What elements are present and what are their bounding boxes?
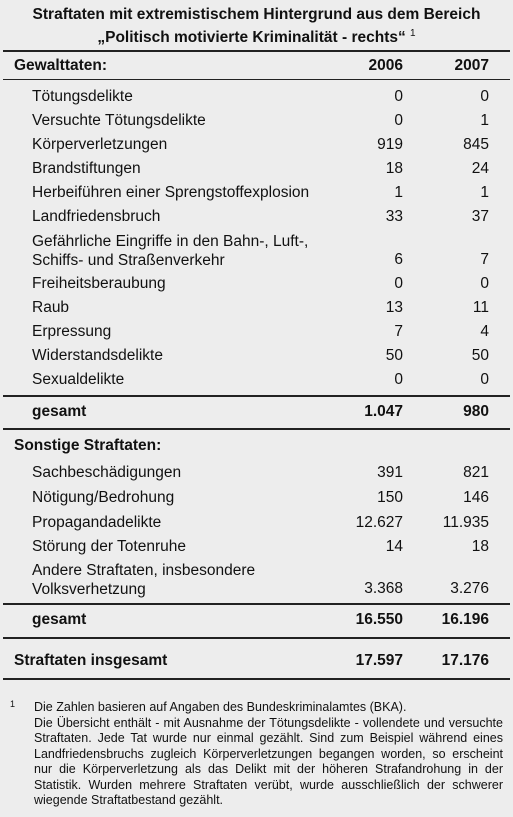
footnote-text: Die Übersicht enthält - mit Ausnahme der Tötungsdelikte - vollendete und versuchte Straftaten. Jede Tat wurde nur einmal gezählt. Sind zum Beispiel während eines Landfriedensbruchs zugleich Körperverletzungen begangen worden, so erscheint nur die Körperverletzung als das Delikt mit der höheren Strafandrohung in der Statistik. Wurden mehrere Straftaten verübt, wurde ausschließlich der schwerer wiegende Straftatbestand gezählt.: [34, 715, 503, 807]
rule-before-other-total: [3, 603, 510, 605]
statistics-table-page: Straftaten mit extremistischem Hintergrund aus dem Bereich „Politisch motivierte Kriminalität - rechts“ $^1$ Gewalttaten: 2006 2007 Tötungsdelikte 0 0 Versuchte Tötungsdelikte 0 1 Körperverletzungen 919 845 Brandstiftungen 18 24 Herbeiführen einer Sprengstoffexplosion 1 1 Landfriedensbruch 33 37 Gefährliche Eingriffe in den Bahn-, Luft-, Schiffs- und Straßenverkehr 6 7 Freiheitsberaubung 0 0 Raub 13 11 Erpressung 7 4 Widerstandsdelikte 50 50 Sexualdelikte 0 0 gesamt 1.047 980 Sonstige Straftaten: Sachbeschädigungen 391 821 Nötigung/Bedrohung 150 146 Propagandadelikte 12.627 11.935 Störung der Totenruhe 14 18 Andere Straftaten, insbesondere Volksverhetzung 3.368 3.276 gesamt 16.550 16.196 Straftaten insgesamt 17.597 17.176 1 Die Zahlen basieren auf Angaben des Bundeskriminalamtes (BKA). Die Übersicht enthält - mit Ausnahme der Tötungsdelikte - vollendete und versuchte Straftaten. Jede Tat wurde nur einmal gezählt. Sind zum Beispiel während eines Landfriedensbruchs zugleich Körperverletzungen begangen worden, so erscheint nur die Körperverletzung als das Delikt mit der höheren Strafandrohung in der Statistik. Wurden mehrere Straftaten verübt, wurde ausschließlich der schwerer wiegende Straftatbestand gezählt.: [0, 0, 513, 817]
rule-after-violent-total: [3, 428, 510, 430]
footnote: [10, 700, 503, 809]
footnote-mark: 1: [10, 699, 16, 709]
rule-under-header: [3, 79, 510, 80]
column-2006-header: 2006: [368, 57, 403, 74]
title-footnote-ref: 1: [410, 28, 416, 39]
table-title: [0, 0, 513, 47]
footnote-source: Die Zahlen basieren auf Angaben des Bundeskriminalamtes (BKA).: [34, 700, 407, 714]
rule-before-violent-total: [3, 395, 510, 397]
rule-top: [3, 50, 510, 52]
title-line-1: Straftaten mit extremistischem Hintergrund aus dem Bereich: [32, 6, 481, 23]
rule-after-other-total: [3, 637, 510, 639]
rule-after-grand-total: [3, 678, 510, 680]
header-violent-label: Gewalttaten:: [14, 57, 108, 74]
title-line-2: „Politisch motivierte Kriminalität - rechts“: [97, 29, 406, 47]
column-2007-header: 2007: [454, 57, 489, 74]
header-other-label: Sonstige Straftaten:: [14, 437, 162, 454]
